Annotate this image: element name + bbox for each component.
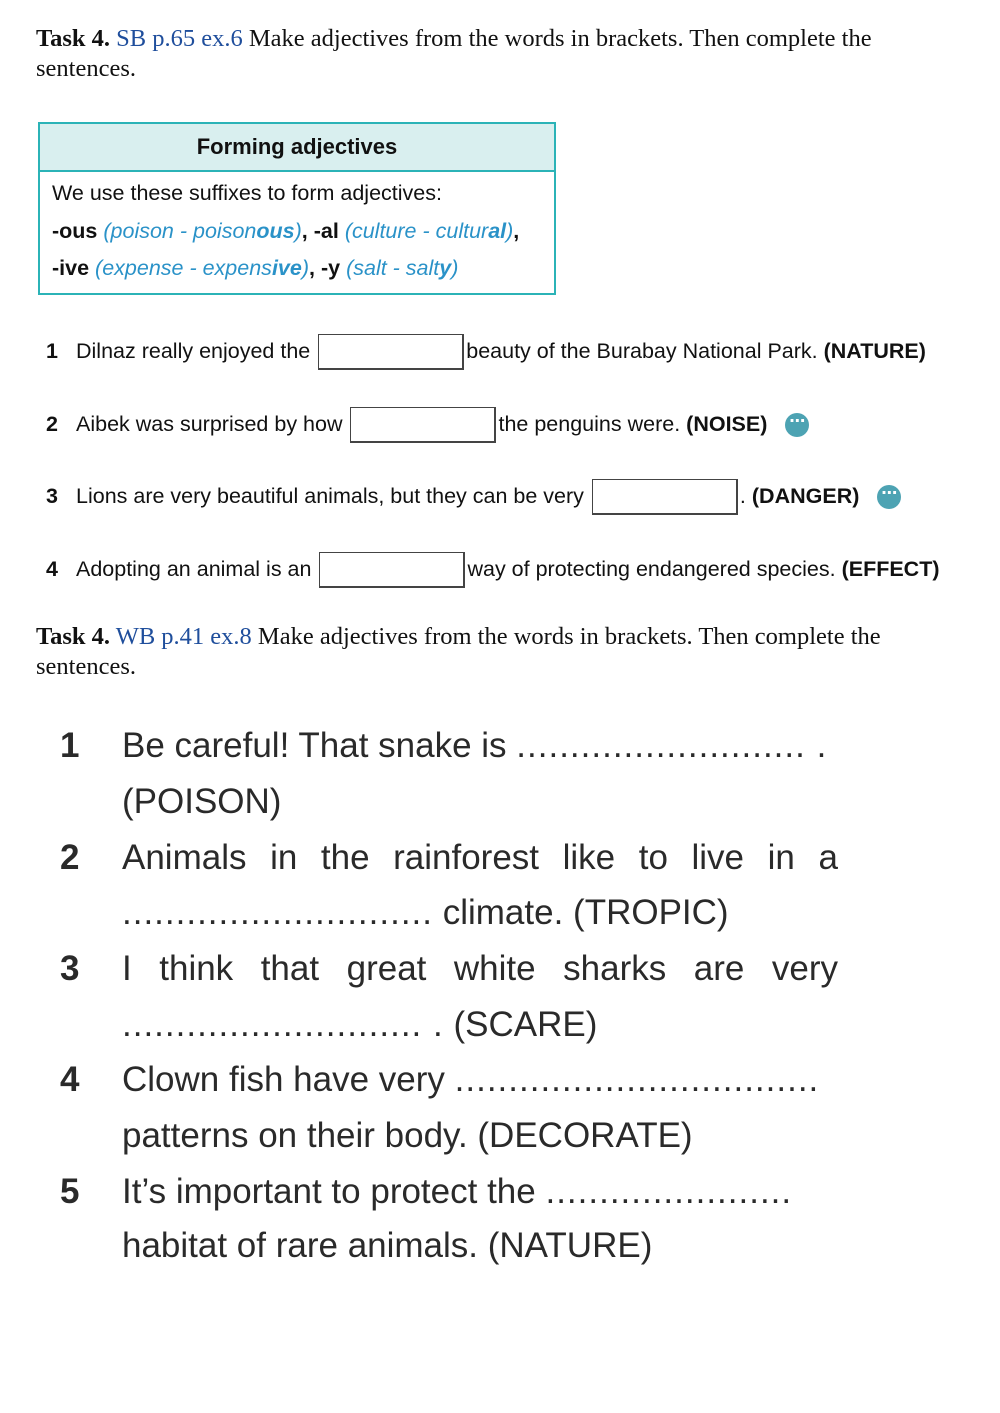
task-sb-heading bbox=[36, 24, 976, 84]
suffix-al: -al bbox=[313, 219, 339, 243]
sb-item-3: 3 Lions are very beautiful animals, but they can be very . (DANGER) ⋯ bbox=[46, 476, 901, 516]
sb-item-1: 1 Dilnaz really enjoyed the beauty of the Burabay National Park. (NATURE) bbox=[46, 331, 926, 371]
task-sb-instruction-2: sentences. bbox=[36, 55, 136, 82]
hint-icon[interactable]: ⋯ bbox=[785, 413, 809, 437]
task-wb-instruction: Make adjectives from the words in brackets. Then complete the bbox=[257, 623, 881, 650]
answer-input-1[interactable] bbox=[318, 334, 464, 370]
task-wb-ref: WB p.41 ex.8 bbox=[115, 623, 252, 650]
rule-line-2: -ive (expense - expensive), -y (salt - salty) bbox=[52, 256, 459, 280]
answer-input-3[interactable] bbox=[592, 479, 738, 515]
example-y: (salt - salty) bbox=[346, 256, 459, 280]
example-ous: (poison - poisonous) bbox=[103, 219, 302, 243]
hint-icon[interactable]: ⋯ bbox=[877, 485, 901, 509]
task-wb-instruction-2: sentences. bbox=[36, 653, 136, 680]
answer-input-4[interactable] bbox=[319, 552, 465, 588]
suffix-ous: -ous bbox=[52, 219, 98, 243]
task-wb-heading bbox=[36, 622, 976, 682]
suffix-ive: -ive bbox=[52, 256, 90, 280]
rule-box-title: Forming adjectives bbox=[40, 124, 554, 172]
task-sb-instruction: Make adjectives from the words in brackets. Then complete the bbox=[248, 25, 872, 52]
sb-item-4: 4 Adopting an animal is an way of protecting endangered species. (EFFECT) bbox=[46, 549, 940, 589]
example-ive: (expense - expensive) bbox=[95, 256, 309, 280]
task-sb-label: Task 4. bbox=[36, 25, 111, 52]
rule-intro: We use these suffixes to form adjectives: bbox=[52, 181, 442, 205]
sb-item-2: 2 Aibek was surprised by how the penguins were. (NOISE) ⋯ bbox=[46, 404, 809, 444]
task-wb-label: Task 4. bbox=[36, 623, 111, 650]
example-al: (culture - cultural) bbox=[344, 219, 514, 243]
task-sb-ref: SB p.65 ex.6 bbox=[116, 25, 243, 52]
rule-line-1: -ous (poison - poisonous), -al (culture - cultural), bbox=[52, 219, 520, 243]
forming-adjectives-box bbox=[38, 122, 556, 295]
answer-input-2[interactable] bbox=[350, 407, 496, 443]
suffix-y: -y bbox=[320, 256, 341, 280]
